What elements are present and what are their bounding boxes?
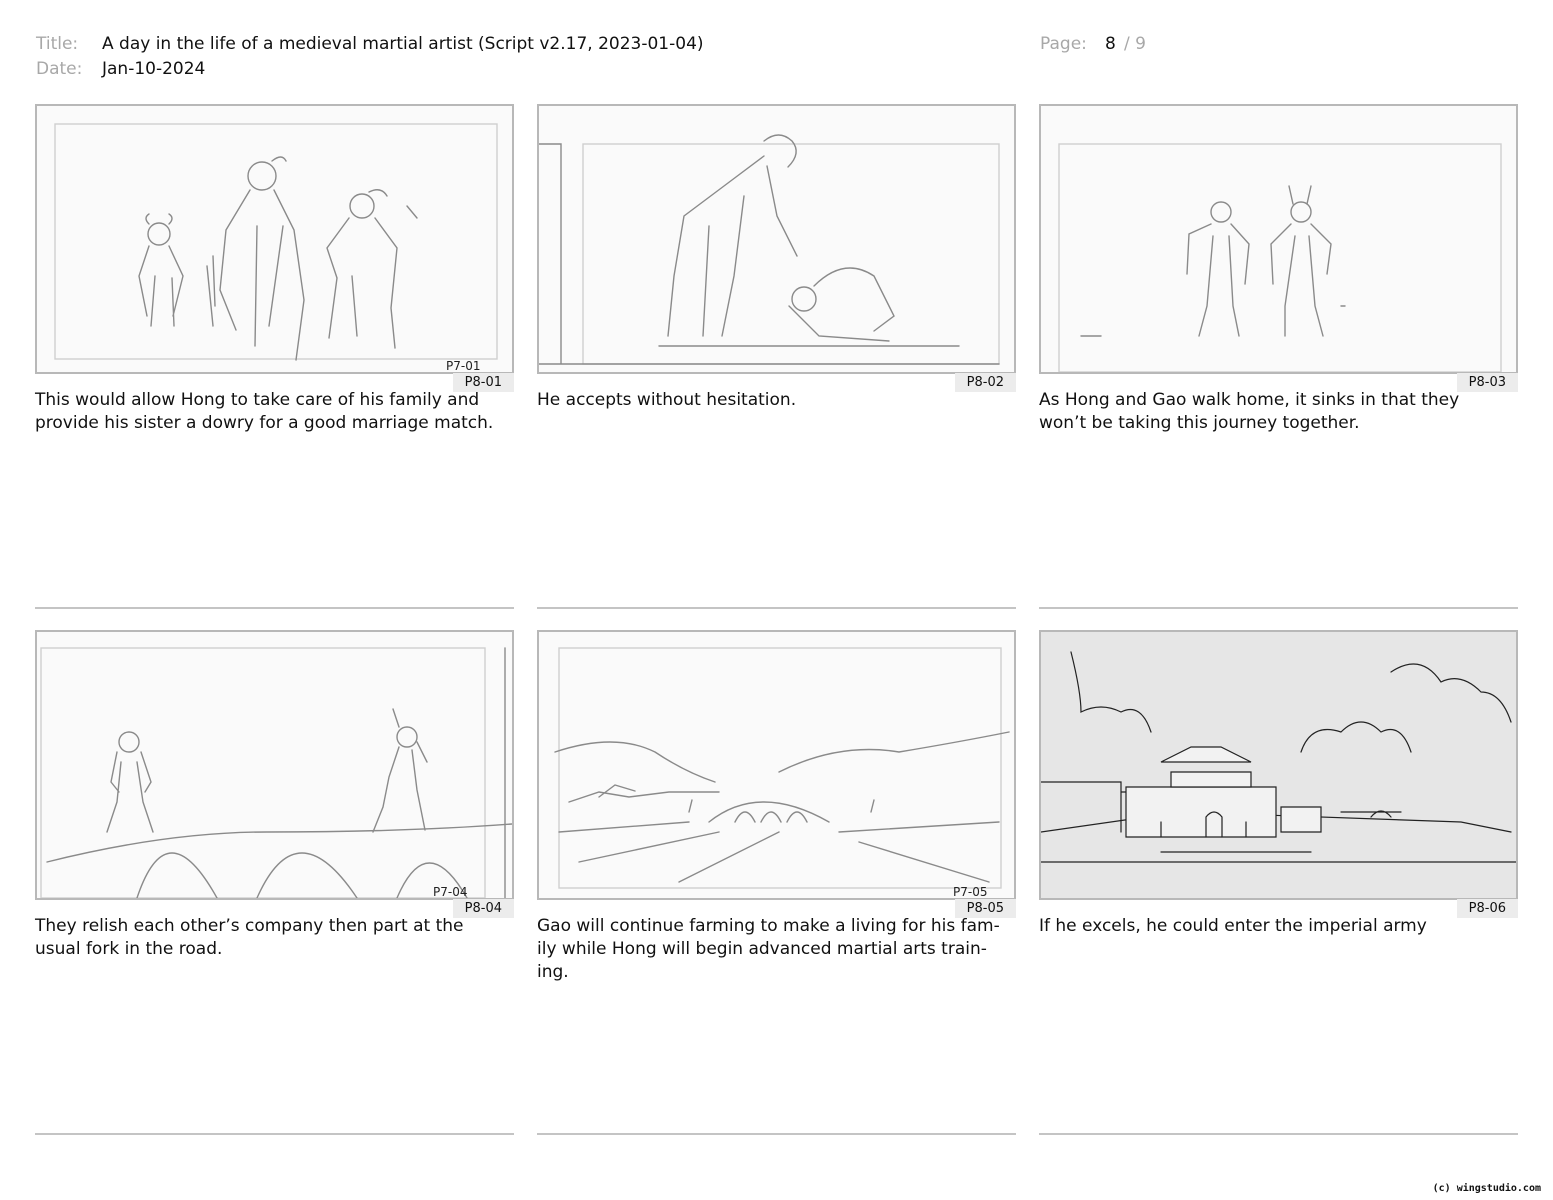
shot-id: P8-01 xyxy=(453,373,514,392)
panel-caption[interactable] xyxy=(35,389,510,435)
panel-divider xyxy=(1039,1133,1518,1135)
page-current: 8 xyxy=(1105,34,1116,54)
panel-divider xyxy=(35,607,514,609)
shot-id: P8-06 xyxy=(1457,899,1518,918)
panel-sketch[interactable] xyxy=(1039,630,1518,900)
shot-id: P8-05 xyxy=(955,899,1016,918)
shot-id: P8-04 xyxy=(453,899,514,918)
caption-line: ily while Hong will begin advanced martial arts train- xyxy=(537,939,987,959)
panel-caption[interactable] xyxy=(1039,389,1514,435)
caption-line: ing. xyxy=(537,962,569,982)
document-date: Jan-10-2024 xyxy=(102,59,206,79)
panel-divider xyxy=(1039,607,1518,609)
panel-divider xyxy=(537,1133,1016,1135)
previous-shot-id: P7-01 xyxy=(446,359,481,373)
caption-line: won’t be taking this journey together. xyxy=(1039,413,1360,433)
caption-line: They relish each other’s company then part at the xyxy=(35,916,464,936)
title-label: Title: xyxy=(36,34,79,54)
panel-divider xyxy=(537,607,1016,609)
date-label: Date: xyxy=(36,59,83,79)
panel-caption[interactable] xyxy=(1039,915,1514,938)
previous-shot-id: P7-04 xyxy=(433,885,468,899)
caption-line: As Hong and Gao walk home, it sinks in that they xyxy=(1039,390,1460,410)
panel-caption[interactable] xyxy=(35,915,510,961)
page-label: Page: xyxy=(1040,34,1087,54)
caption-line: provide his sister a dowry for a good marriage match. xyxy=(35,413,494,433)
panel-sketch[interactable] xyxy=(35,104,514,374)
panel-sketch[interactable] xyxy=(35,630,514,900)
document-title: A day in the life of a medieval martial artist (Script v2.17, 2023-01-04) xyxy=(102,34,704,54)
previous-shot-id: P7-05 xyxy=(953,885,988,899)
copyright-footer: (c) wingstudio.com xyxy=(1432,1183,1541,1194)
caption-line: usual fork in the road. xyxy=(35,939,223,959)
shot-id: P8-03 xyxy=(1457,373,1518,392)
panel-caption[interactable] xyxy=(537,915,1012,984)
panel-caption[interactable] xyxy=(537,389,1012,412)
panel-sketch[interactable] xyxy=(537,104,1016,374)
panel-divider xyxy=(35,1133,514,1135)
panel-sketch[interactable] xyxy=(537,630,1016,900)
panel-sketch[interactable] xyxy=(1039,104,1518,374)
page-total: / 9 xyxy=(1124,34,1146,54)
caption-line: If he excels, he could enter the imperial army xyxy=(1039,916,1427,936)
caption-line: Gao will continue farming to make a living for his fam- xyxy=(537,916,1000,936)
shot-id: P8-02 xyxy=(955,373,1016,392)
caption-line: He accepts without hesitation. xyxy=(537,390,797,410)
caption-line: This would allow Hong to take care of his family and xyxy=(35,390,480,410)
